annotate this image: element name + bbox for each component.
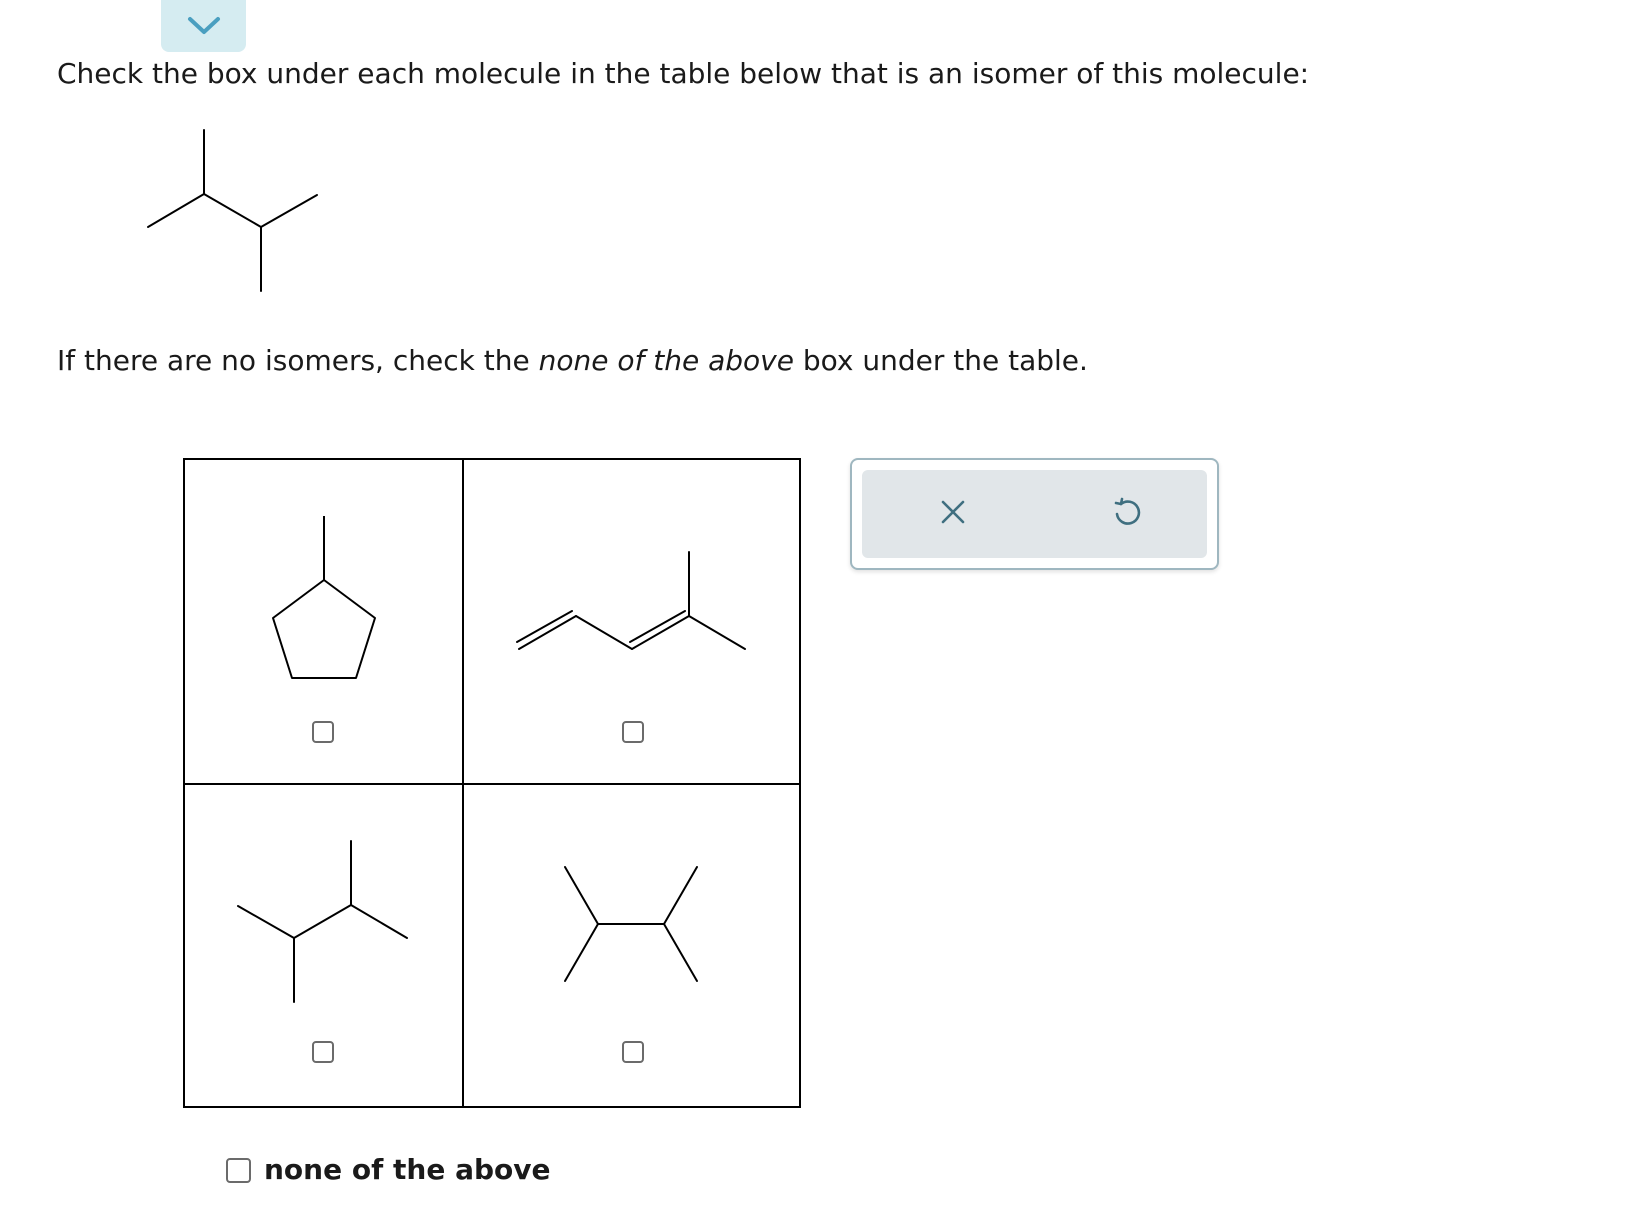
note-suffix: box under the table. (793, 344, 1088, 377)
chevron-down-icon (186, 15, 222, 37)
none-of-the-above-option[interactable] (226, 1153, 550, 1187)
choice-checkbox-2[interactable] (622, 721, 644, 743)
note-text (57, 343, 1088, 379)
choice-cell-methylcyclopentane (185, 460, 464, 785)
close-icon (940, 499, 966, 529)
choice-table (183, 458, 801, 1108)
choice-cell-dimethylbutane (185, 785, 464, 1106)
choice-checkbox-1[interactable] (312, 721, 334, 743)
choice-checkbox-3[interactable] (312, 1041, 334, 1063)
none-of-the-above-label: none of the above (264, 1153, 551, 1186)
choice-cell-tetramethyl (464, 785, 801, 1106)
note-emphasis: none of the above (538, 344, 794, 377)
choice-cell-pentadiene (464, 460, 801, 785)
undo-button[interactable] (1107, 494, 1147, 534)
answer-toolbar (850, 458, 1219, 570)
choice-checkbox-4[interactable] (622, 1041, 644, 1063)
toolbar-panel (862, 470, 1207, 558)
target-molecule (140, 125, 330, 299)
instruction-text: Check the box under each molecule in the table below that is an isomer of this molecule: (57, 57, 1310, 90)
undo-icon (1112, 497, 1142, 531)
none-of-the-above-checkbox[interactable] (226, 1158, 251, 1183)
clear-button[interactable] (933, 494, 973, 534)
note-prefix: If there are no isomers, check the (57, 344, 539, 377)
collapse-tab[interactable] (161, 0, 246, 52)
